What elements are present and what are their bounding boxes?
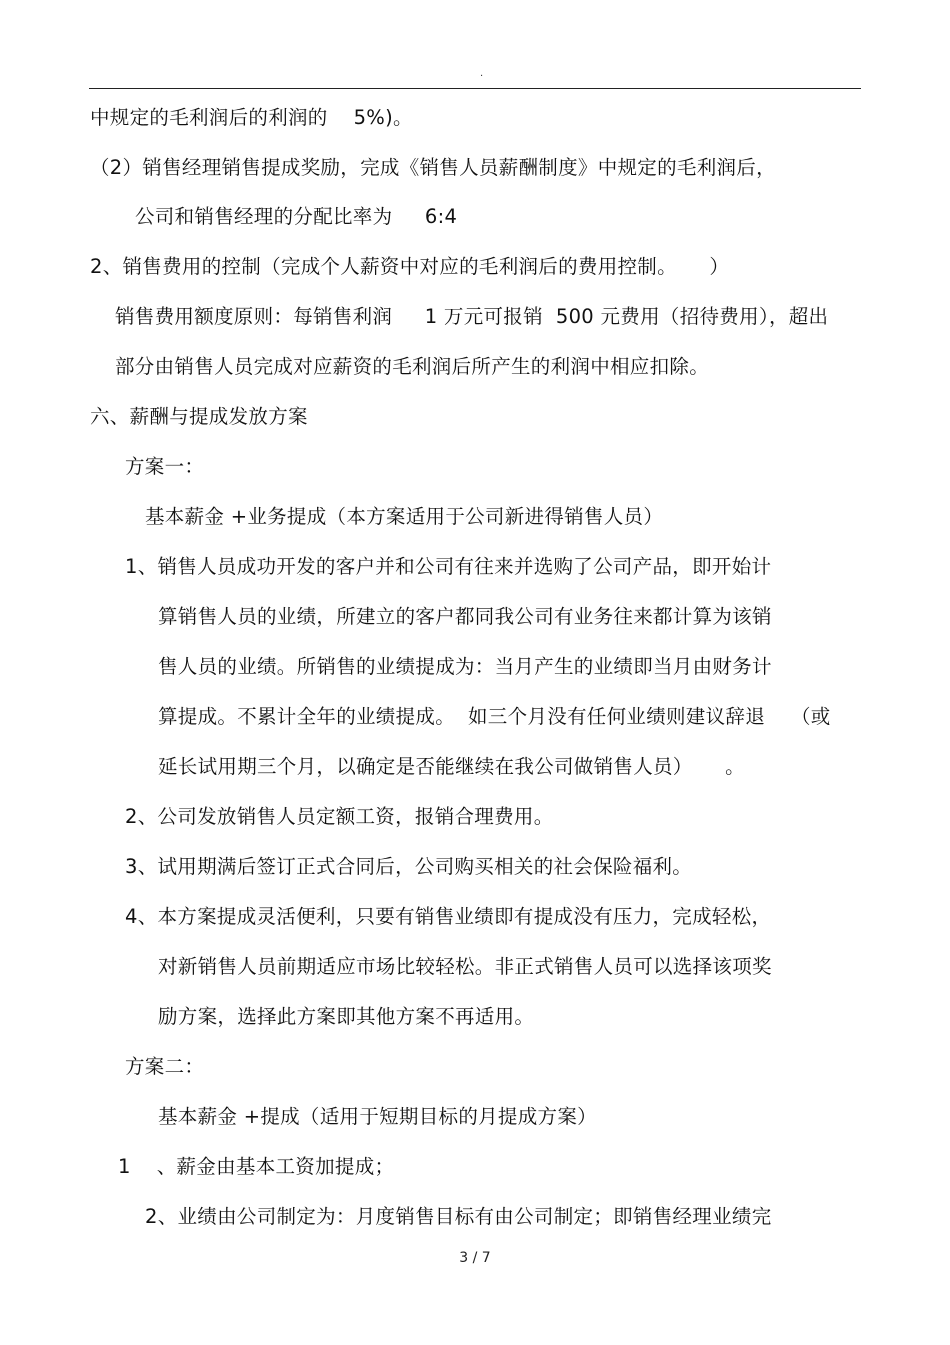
text-line: 对新销售人员前期适应市场比较轻松。非正式销售人员可以选择该项奖: [158, 955, 772, 978]
text-line: （2）销售经理销售提成奖励，完成《销售人员薪酬制度》中规定的毛利润后，: [90, 156, 776, 179]
list-item: 4、本方案提成灵活便利，只要有销售业绩即有提成没有压力，完成轻松，: [125, 905, 772, 928]
subsection-heading: 方案二：: [125, 1055, 205, 1078]
list-item: 2、公司发放销售人员定额工资，报销合理费用。: [125, 805, 554, 828]
text-line: 励方案，选择此方案即其他方案不再适用。: [158, 1005, 535, 1028]
section-heading: 六、薪酬与提成发放方案: [90, 405, 308, 428]
text-line: 基本薪金 +业务提成（本方案适用于公司新进得销售人员）: [145, 505, 664, 528]
list-item: 3、试用期满后签订正式合同后，公司购买相关的社会保险福利。: [125, 855, 693, 878]
text-line: 公司和销售经理的分配比率为 6:4: [135, 205, 458, 228]
text-line: 算提成。不累计全年的业绩提成。 如三个月没有任何业绩则建议辞退 （或: [158, 705, 831, 728]
text-line: 延长试用期三个月，以确定是否能继续在我公司做销售人员） 。: [158, 755, 745, 778]
header-rule: [89, 88, 861, 89]
text-line: 销售费用额度原则：每销售利润 1 万元可报销 500 元费用（招待费用），超出: [115, 305, 829, 328]
subsection-heading: 方案一：: [125, 455, 205, 478]
text-line: 基本薪金 +提成（适用于短期目标的月提成方案）: [158, 1105, 597, 1128]
list-item: 1、销售人员成功开发的客户并和公司有往来并选购了公司产品，即开始计: [125, 555, 772, 578]
page-indicator: 3 / 7: [459, 1250, 491, 1266]
list-item: 1 、薪金由基本工资加提成；: [118, 1155, 395, 1178]
text-line: 2、销售费用的控制（完成个人薪资中对应的毛利润后的费用控制。 ）: [90, 255, 730, 278]
text-line: 售人员的业绩。所销售的业绩提成为：当月产生的业绩即当月由财务计: [158, 655, 772, 678]
text-line: 部分由销售人员完成对应薪资的毛利润后所产生的利润中相应扣除。: [115, 355, 710, 378]
list-item: 2、业绩由公司制定为：月度销售目标有由公司制定；即销售经理业绩完: [145, 1205, 772, 1228]
text-line: 算销售人员的业绩，所建立的客户都同我公司有业务往来都计算为该销: [158, 605, 772, 628]
text-line: 中规定的毛利润后的利润的 5%)。: [90, 106, 413, 129]
header-mark: .: [480, 68, 484, 79]
